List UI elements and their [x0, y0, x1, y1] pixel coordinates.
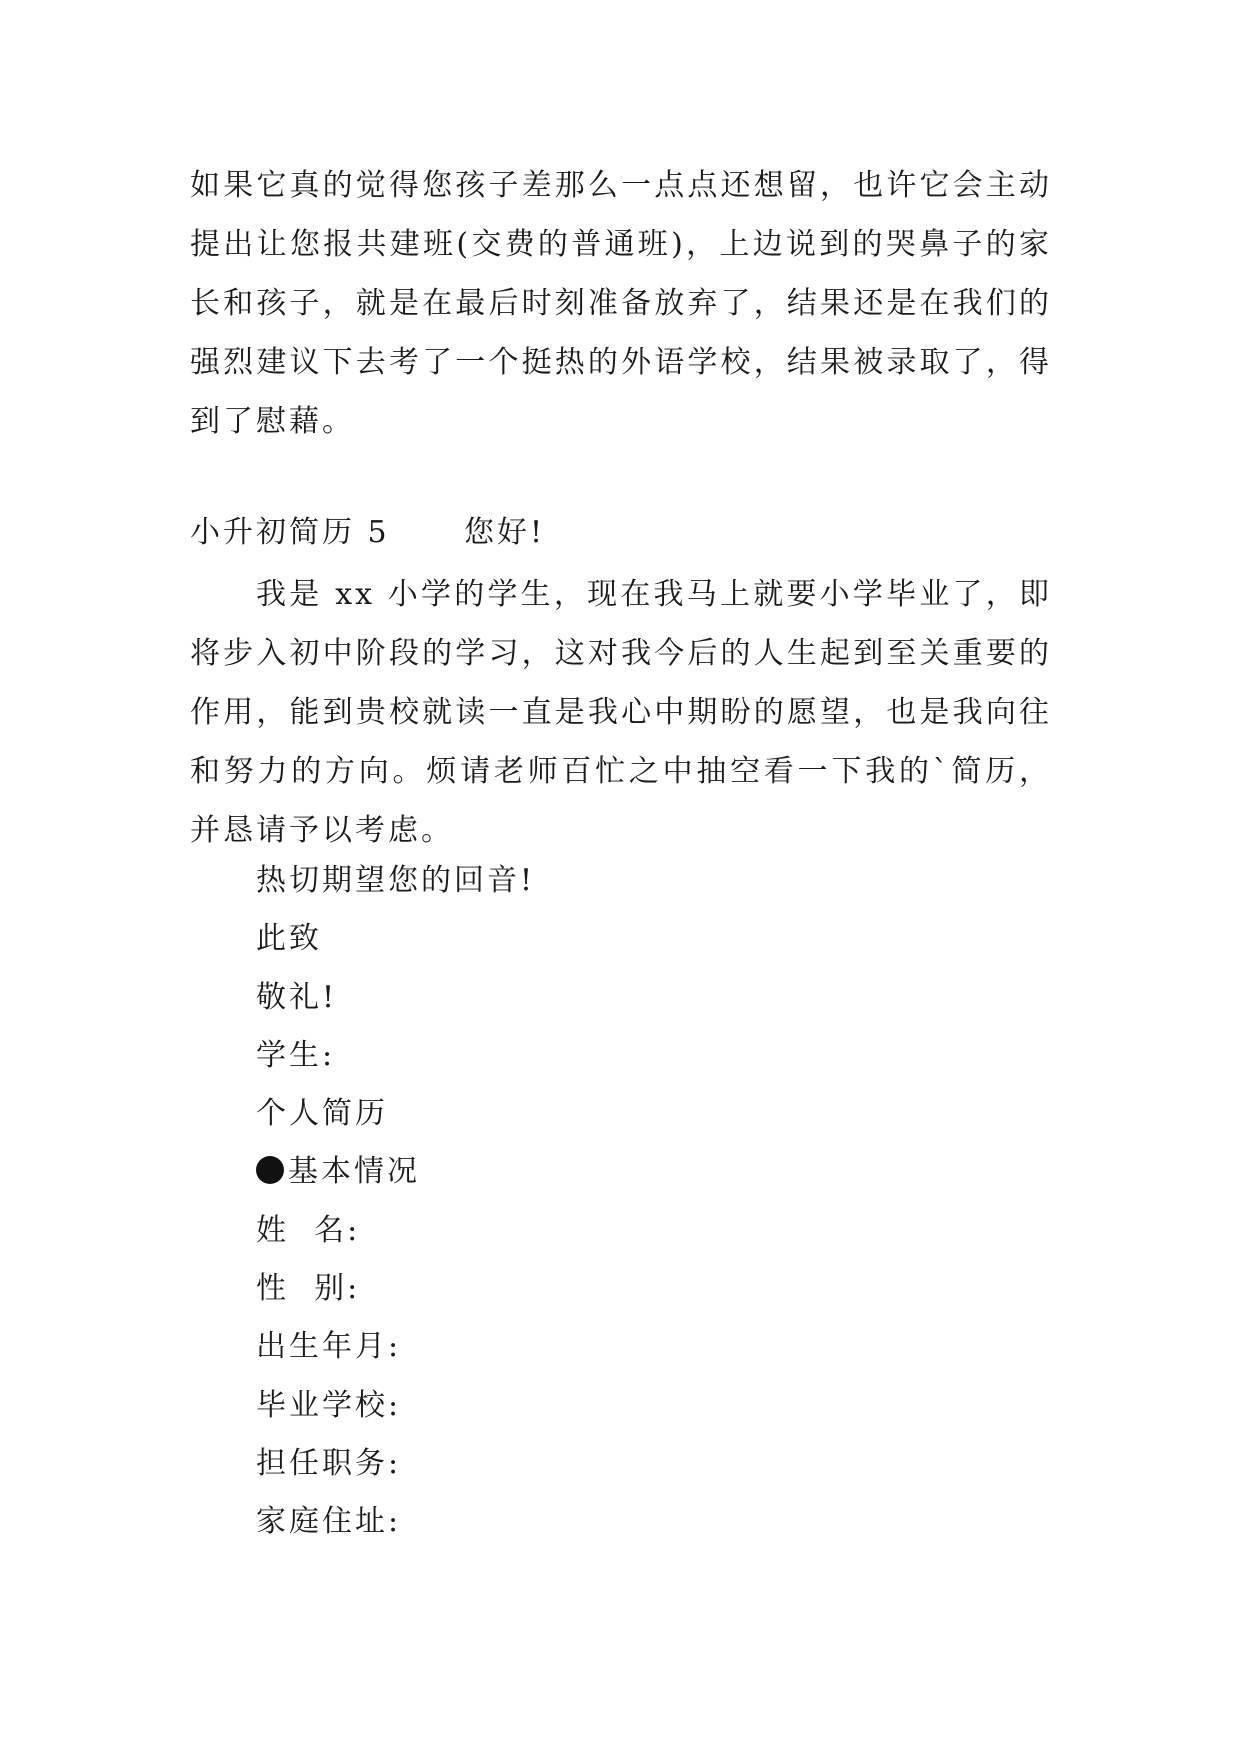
bullet-icon — [256, 1156, 284, 1184]
resume-section-label: 基本情况 — [288, 1154, 420, 1190]
field-school: 毕业学校: — [256, 1387, 402, 1423]
closing-jingli: 敬礼! — [256, 979, 338, 1015]
field-address: 家庭住址: — [256, 1504, 402, 1540]
field-gender: 性 别: — [256, 1271, 361, 1307]
section-heading-line — [190, 513, 546, 553]
closing-hope: 热切期望您的回音! — [256, 863, 536, 898]
paragraph-text: 我是 xx 小学的学生，现在我马上就要小学毕业了，即将步入初中阶段的学习，这对我今后的人生起到至关重要的作用，能到贵校就读一直是我心中期盼的愿望，也是我向往和努力的方向。烦请老师百忙之中抽空看一下我的`简历，并恳请予以考虑。 — [190, 577, 1052, 848]
letter-closing-and-resume — [256, 852, 535, 1552]
closing-student: 学生: — [256, 1037, 336, 1073]
closing-cizhi: 此致 — [256, 921, 322, 957]
field-name: 姓 名: — [256, 1212, 361, 1248]
resume-section — [256, 1143, 535, 1201]
field-birth: 出生年月: — [256, 1329, 402, 1365]
section-title: 小升初简历 5 — [190, 515, 390, 550]
paragraph-letter — [190, 565, 1052, 860]
resume-heading: 个人简历 — [256, 1096, 388, 1132]
paragraph-text: 如果它真的觉得您孩子差那么一点点还想留，也许它会主动提出让您报共建班(交费的普通班)，上边说到的哭鼻子的家长和孩子，就是在最后时刻准备放弃了，结果还是在我们的强烈建议下去考了一个挺热的外语学校，结果被录取了，得到了慰藉。 — [190, 168, 1052, 439]
field-position: 担任职务: — [256, 1445, 402, 1481]
greeting: 您好! — [464, 515, 546, 550]
paragraph-intro — [190, 156, 1052, 451]
